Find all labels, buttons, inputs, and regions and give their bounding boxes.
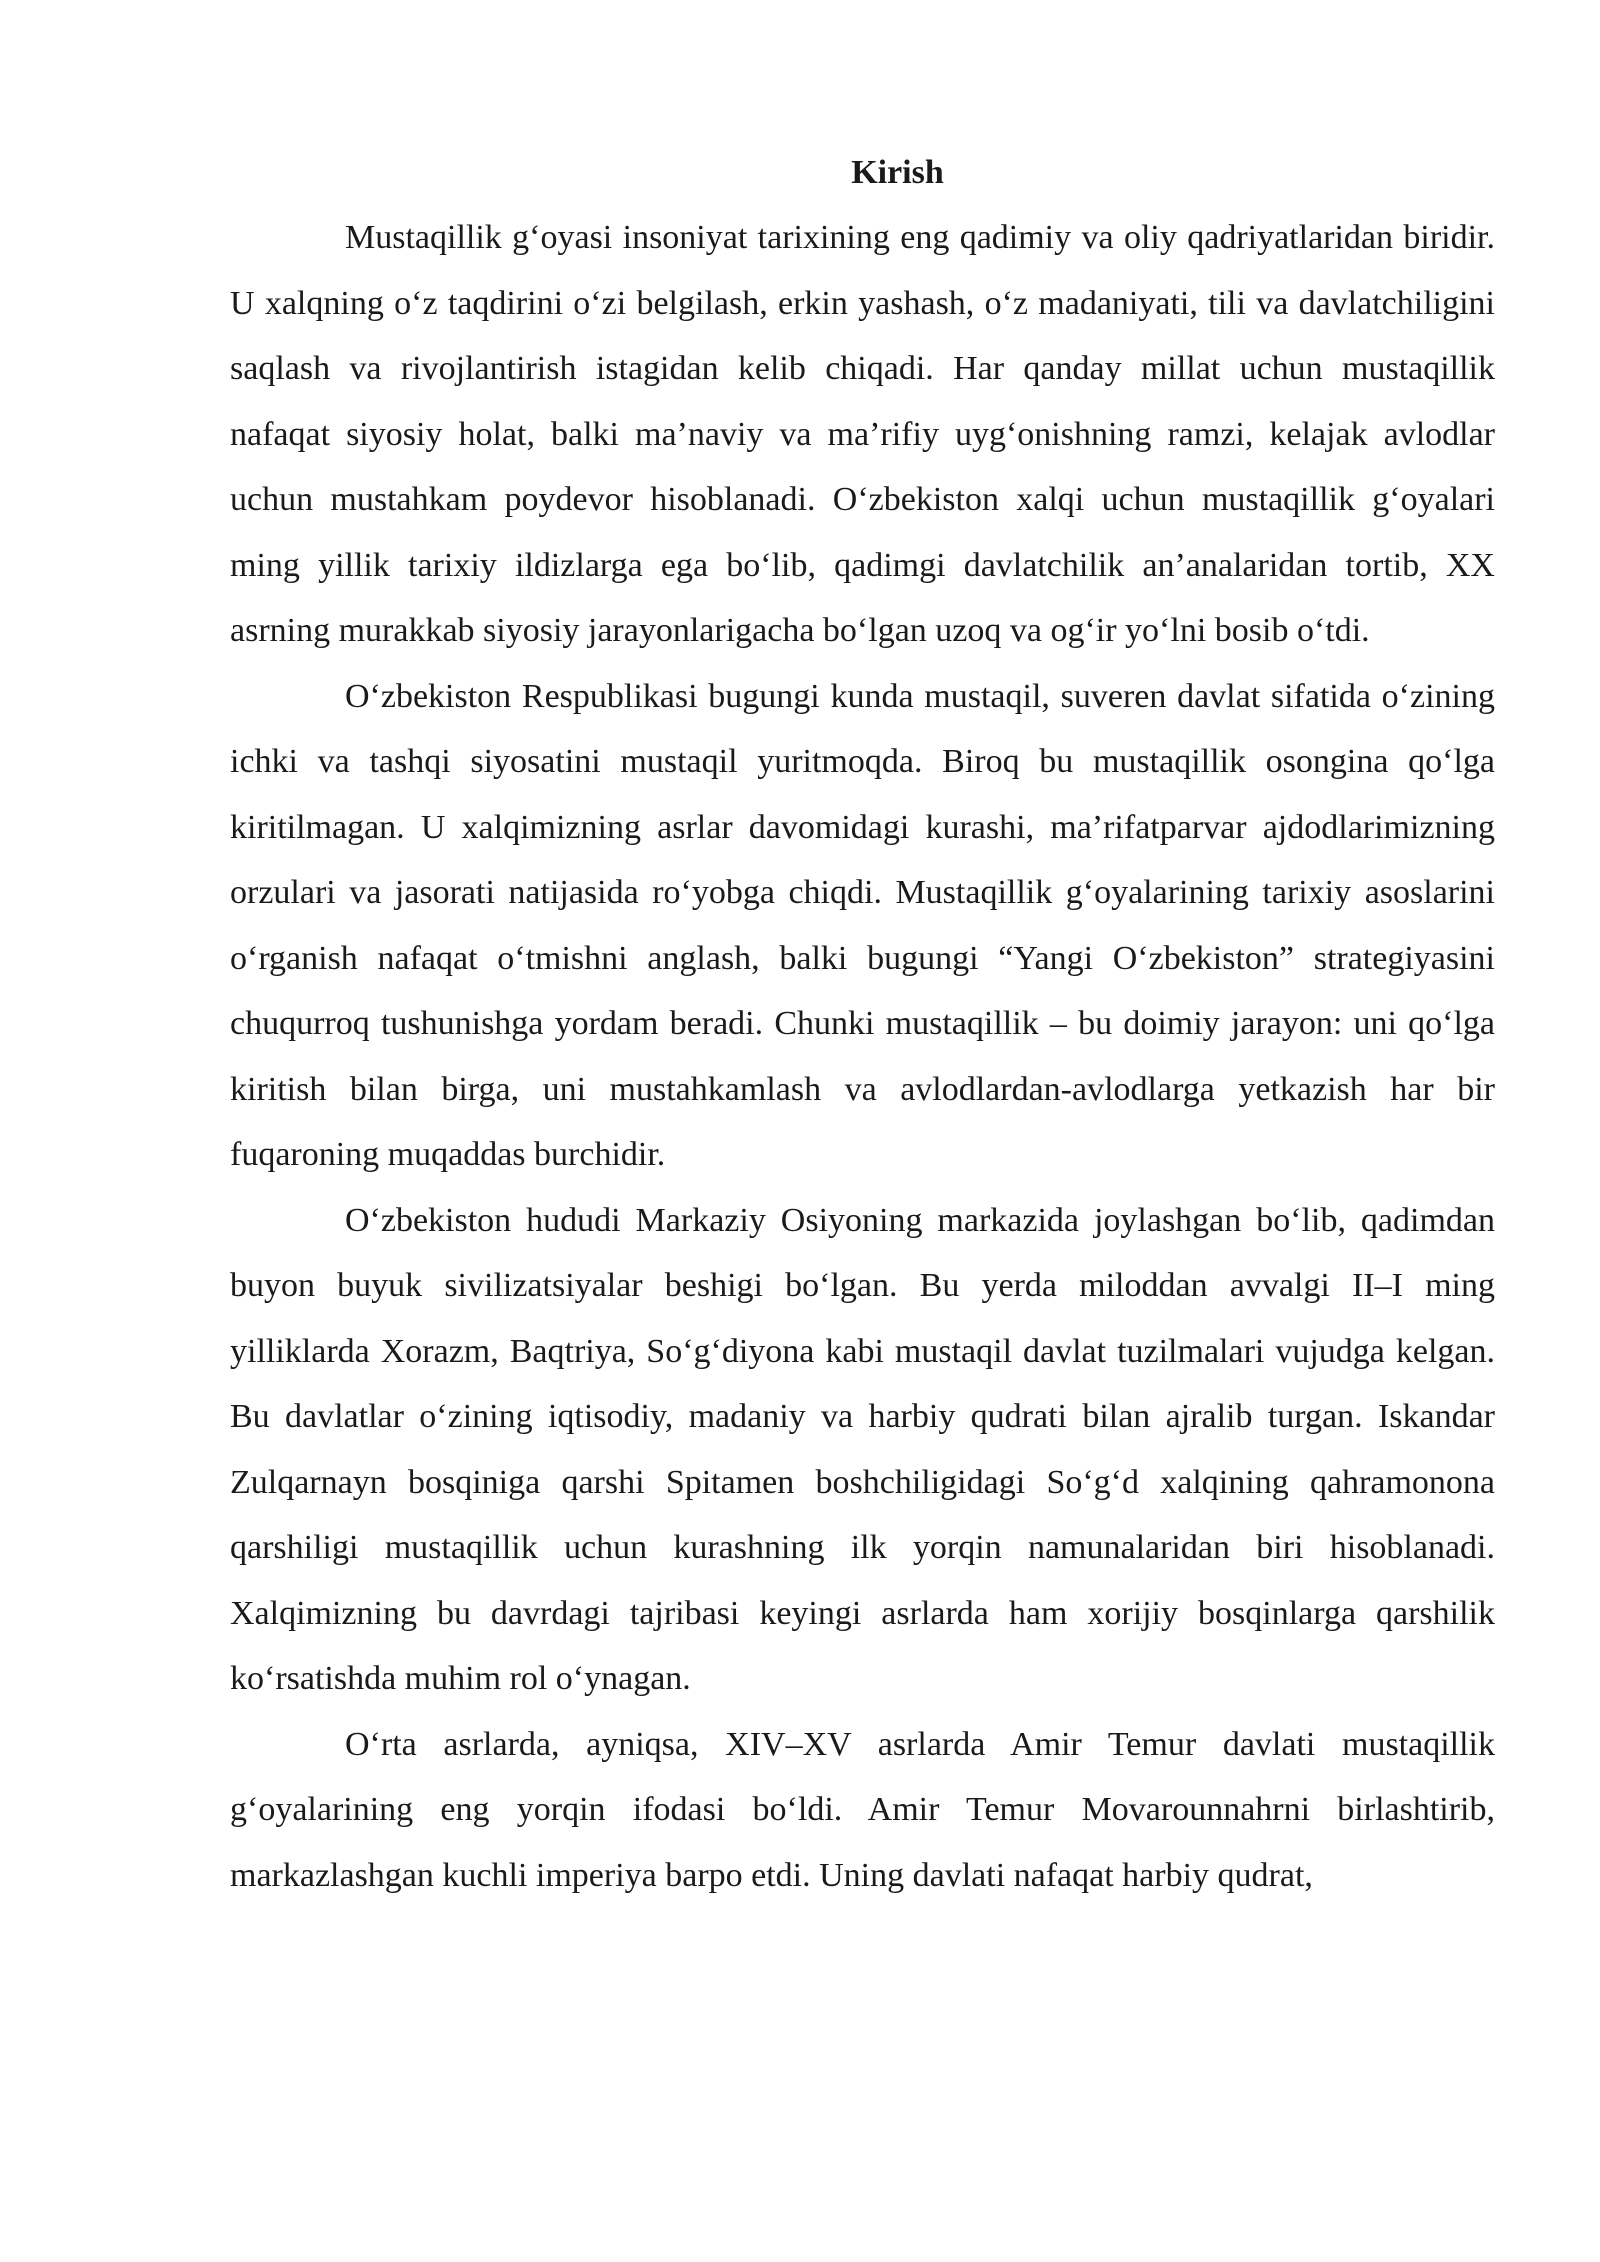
document-page: [230, 140, 1495, 1908]
paragraph-4: O‘rta asrlarda, ayniqsa, XIV–XV asrlarda Amir Temur davlati mustaqillik g‘oyalarining eng yorqin ifodasi bo‘ldi. Amir Temur Movarounnahrni birlashtirib, markazlashgan kuchli imperiya barpo etdi. Uning davlati nafaqat harbiy qudrat,: [230, 1725, 1495, 1894]
document-heading: Kirish: [851, 154, 944, 191]
paragraph-1: Mustaqillik g‘oyasi insoniyat tarixining eng qadimiy va oliy qadriyatlaridan biridir. U xalqning o‘z taqdirini o‘zi belgilash, erkin yashash, o‘z madaniyati, tili va davlatchiligini saqlash va rivojlantirish istagidan kelib chiqadi. Har qanday millat uchun mustaqillik nafaqat siyosiy holat, balki ma’naviy va ma’rifiy uyg‘onishning ramzi, kelajak avlodlar uchun mustahkam poydevor hisoblanadi. O‘zbekiston xalqi uchun mustaqillik g‘oyalari ming yillik tarixiy ildizlarga ega bo‘lib, qadimgi davlatchilik an’analaridan tortib, XX asrning murakkab siyosiy jarayonlarigacha bo‘lgan uzoq va og‘ir yo‘lni bosib o‘tdi.: [230, 219, 1495, 649]
paragraph-3: O‘zbekiston hududi Markaziy Osiyoning markazida joylashgan bo‘lib, qadimdan buyon buyuk sivilizatsiyalar beshigi bo‘lgan. Bu yerda miloddan avvalgi II–I ming yilliklarda Xorazm, Baqtriya, So‘g‘diyona kabi mustaqil davlat tuzilmalari vujudga kelgan. Bu davlatlar o‘zining iqtisodiy, madaniy va harbiy qudrati bilan ajralib turgan. Iskandar Zulqarnayn bosqiniga qarshi Spitamen boshchiligidagi So‘g‘d xalqining qahramonona qarshiligi mustaqillik uchun kurashning ilk yorqin namunalaridan biri hisoblanadi. Xalqimizning bu davrdagi tajribasi keyingi asrlarda ham xorijiy bosqinlarga qarshilik ko‘rsatishda muhim rol o‘ynagan.: [230, 1201, 1495, 1697]
paragraph-2: O‘zbekiston Respublikasi bugungi kunda mustaqil, suveren davlat sifatida o‘zining ichki va tashqi siyosatini mustaqil yuritmoqda. Biroq bu mustaqillik osongina qo‘lga kiritilmagan. U xalqimizning asrlar davomidagi kurashi, ma’rifatparvar ajdodlarimizning orzulari va jasorati natijasida ro‘yobga chiqdi. Mustaqillik g‘oyalarining tarixiy asoslarini o‘rganish nafaqat o‘tmishni anglash, balki bugungi “Yangi O‘zbekiston” strategiyasini chuqurroq tushunishga yordam beradi. Chunki mustaqillik – bu doimiy jarayon: uni qo‘lga kiritish bilan birga, uni mustahkamlash va avlodlardan-avlodlarga yetkazish har bir fuqaroning muqaddas burchidir.: [230, 677, 1495, 1173]
